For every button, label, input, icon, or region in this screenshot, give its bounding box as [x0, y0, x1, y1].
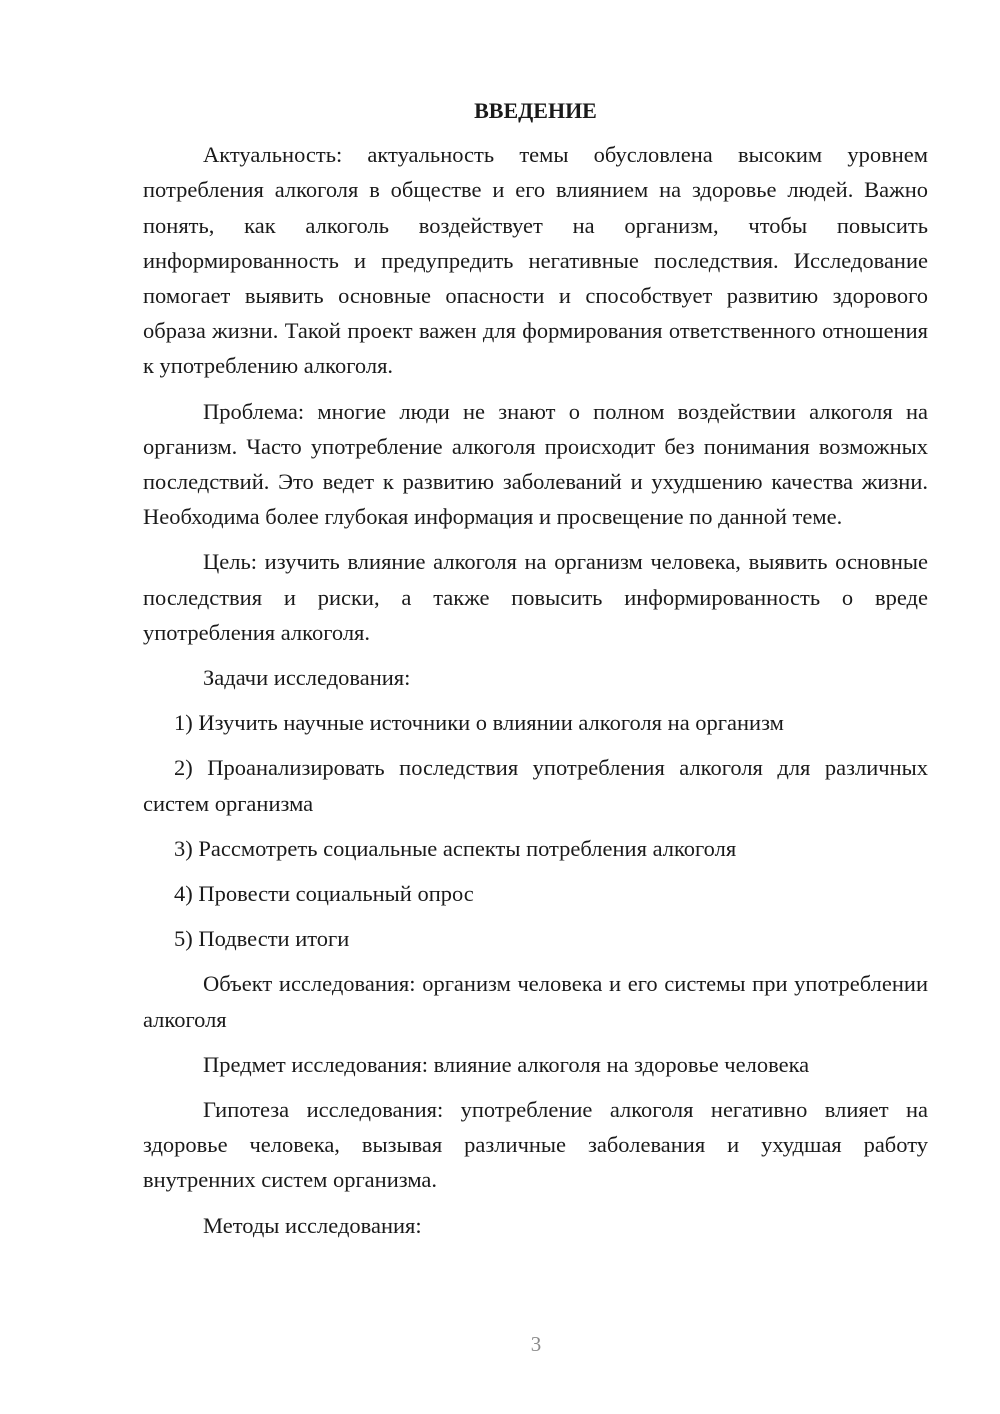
paragraph-object: Объект исследования: организм человека и его системы при употреблении алкоголя	[143, 971, 928, 1032]
task-item: 2) Проанализировать последствия употребления алкоголя для различных систем организма	[143, 755, 928, 816]
paragraph-hypothesis: Гипотеза исследования: употребление алкоголя негативно влияет на здоровье человека, вызывая различные заболевания и ухудшая работу внутренних систем организма.	[143, 1097, 928, 1193]
paragraph-problem: Проблема: многие люди не знают о полном воздействии алкоголя на организм. Часто употребление алкоголя происходит без понимания возможных последствий. Это ведет к развитию заболеваний и ухудшению качества жизни. Необходима более глубокая информация и просвещение по данной теме.	[143, 398, 928, 530]
task-item: 4) Провести социальный опрос	[174, 881, 474, 907]
paragraph-subject: Предмет исследования: влияние алкоголя на здоровье человека	[203, 1051, 810, 1077]
paragraph-relevance: Актуальность: актуальность темы обусловлена высоким уровнем потребления алкоголя в обществе и его влиянием на здоровье людей. Важно понять, как алкоголь воздействует на организм, чтобы повысить информированность и предупредить негативные последствия. Исследование помогает выявить основные опасности и способствует развитию здорового образа жизни. Такой проект важен для формирования ответственного отношения к употреблению алкоголя.	[143, 142, 928, 379]
document-page	[143, 93, 928, 1253]
paragraph-methods: Методы исследования:	[203, 1212, 422, 1238]
task-item: 3) Рассмотреть социальные аспекты потребления алкоголя	[174, 835, 737, 861]
task-item: 5) Подвести итоги	[174, 926, 350, 952]
paragraph-goal: Цель: изучить влияние алкоголя на организм человека, выявить основные последствия и риски, а также повысить информированность о вреде употребления алкоголя.	[143, 549, 928, 645]
task-item: 1) Изучить научные источники о влиянии алкоголя на организм	[174, 710, 784, 736]
paragraph-tasks-heading: Задачи исследования:	[203, 665, 411, 691]
page-number: 3	[530, 1332, 542, 1356]
section-title: ВВЕДЕНИЕ	[474, 98, 597, 123]
